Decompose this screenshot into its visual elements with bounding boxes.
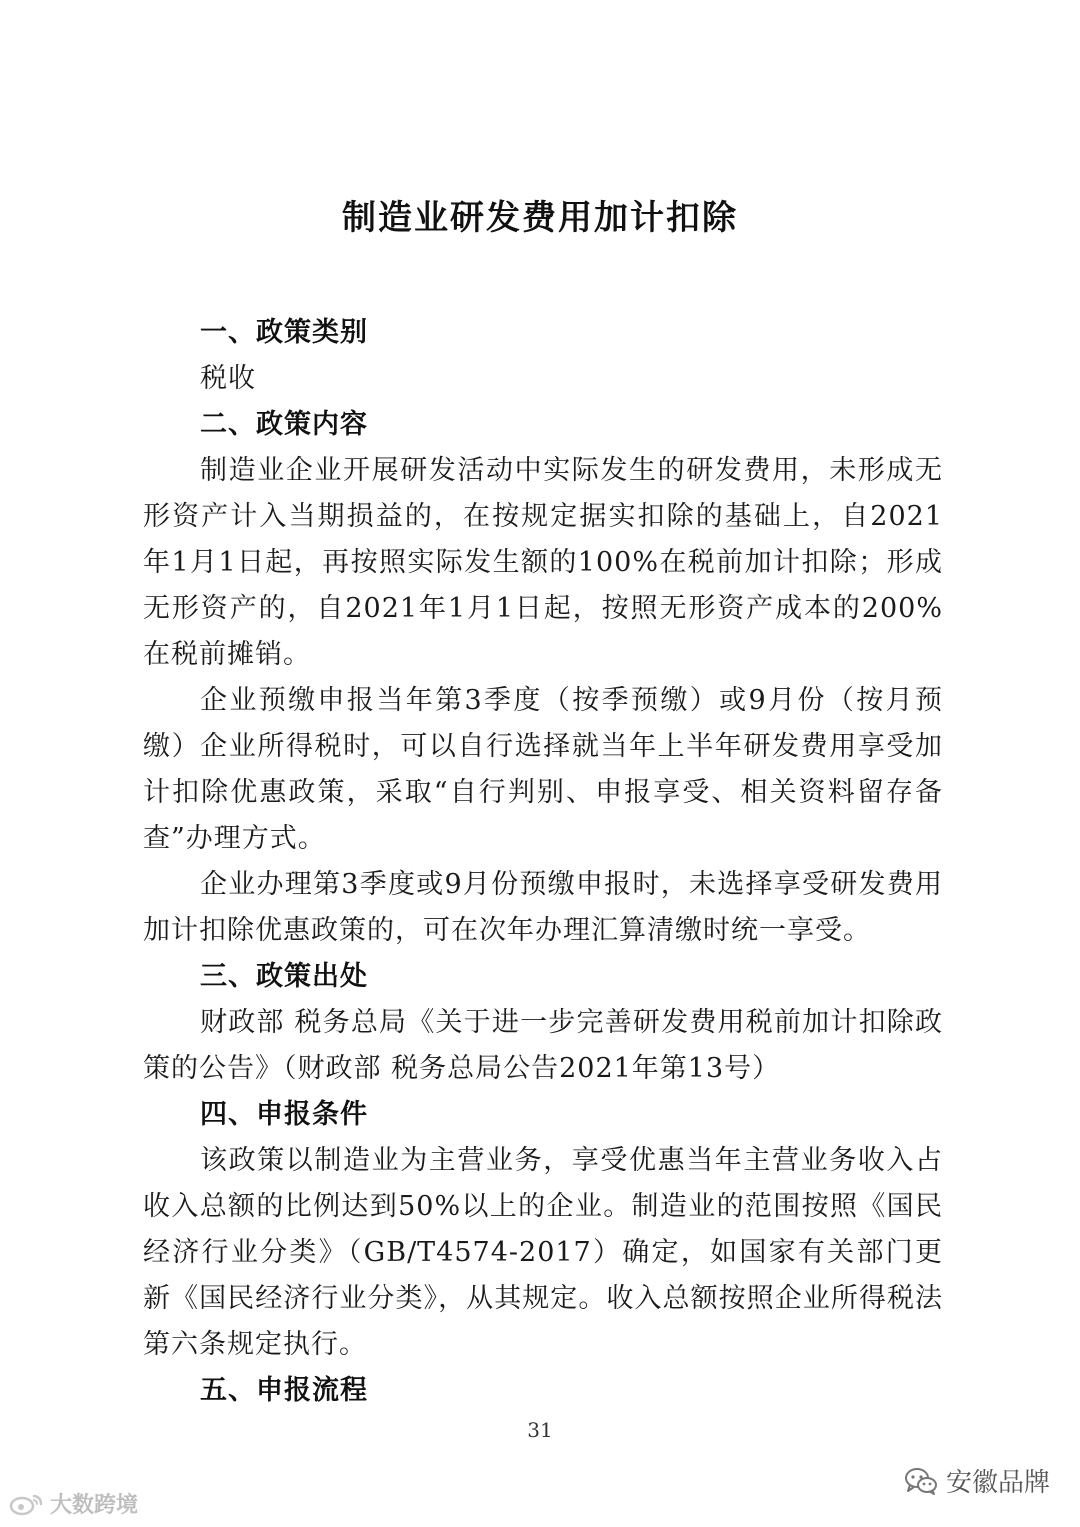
section-paragraph: 财政部 税务总局《关于进一步完善研发费用税前加计扣除政策的公告》（财政部 税务总局公告2021年第13号）	[143, 1007, 943, 1084]
page-title: 制造业研发费用加计扣除	[342, 198, 738, 238]
section-paragraph: 制造业企业开展研发活动中实际发生的研发费用，未形成无形资产计入当期损益的，在按规定据实扣除的基础上，自2021年1月1日起，再按照实际发生额的100%在税前加计扣除；形成无形资产的，自2021年1月1日起，按照无形资产成本的200%在税前摊销。	[143, 455, 943, 670]
watermark-left	[8, 1488, 138, 1519]
section-heading: 五、申报流程	[200, 1375, 368, 1406]
section-heading: 二、政策内容	[200, 409, 368, 440]
section-paragraph: 企业办理第3季度或9月份预缴申报时，未选择享受研发费用加计扣除优惠政策的，可在次年办理汇算清缴时统一享受。	[143, 869, 943, 946]
watermark-left-text: 大数跨境	[50, 1493, 139, 1518]
wechat-logo-icon	[904, 1466, 938, 1496]
section-heading: 三、政策出处	[200, 961, 368, 992]
section-paragraph: 企业预缴申报当年第3季度（按季预缴）或9月份（按月预缴）企业所得税时，可以自行选择就当年上半年研发费用享受加计扣除优惠政策，采取“自行判别、申报享受、相关资料留存备查”办理方式。	[143, 685, 943, 854]
section-paragraph: 税收	[200, 363, 256, 394]
section-heading: 四、申报条件	[200, 1099, 368, 1130]
section-heading: 一、政策类别	[200, 317, 368, 348]
watermark-right-text: 安徽品牌	[945, 1468, 1050, 1498]
watermark-right	[904, 1462, 1050, 1499]
document-body	[143, 310, 943, 1414]
weibo-logo-icon	[8, 1492, 46, 1516]
page-number: 31	[527, 1418, 553, 1442]
section-paragraph: 该政策以制造业为主营业务，享受优惠当年主营业务收入占收入总额的比例达到50%以上的企业。制造业的范围按照《国民经济行业分类》（GB/T4574-2017）确定，如国家有关部门更新《国民经济行业分类》，从其规定。收入总额按照企业所得税法第六条规定执行。	[143, 1145, 943, 1360]
